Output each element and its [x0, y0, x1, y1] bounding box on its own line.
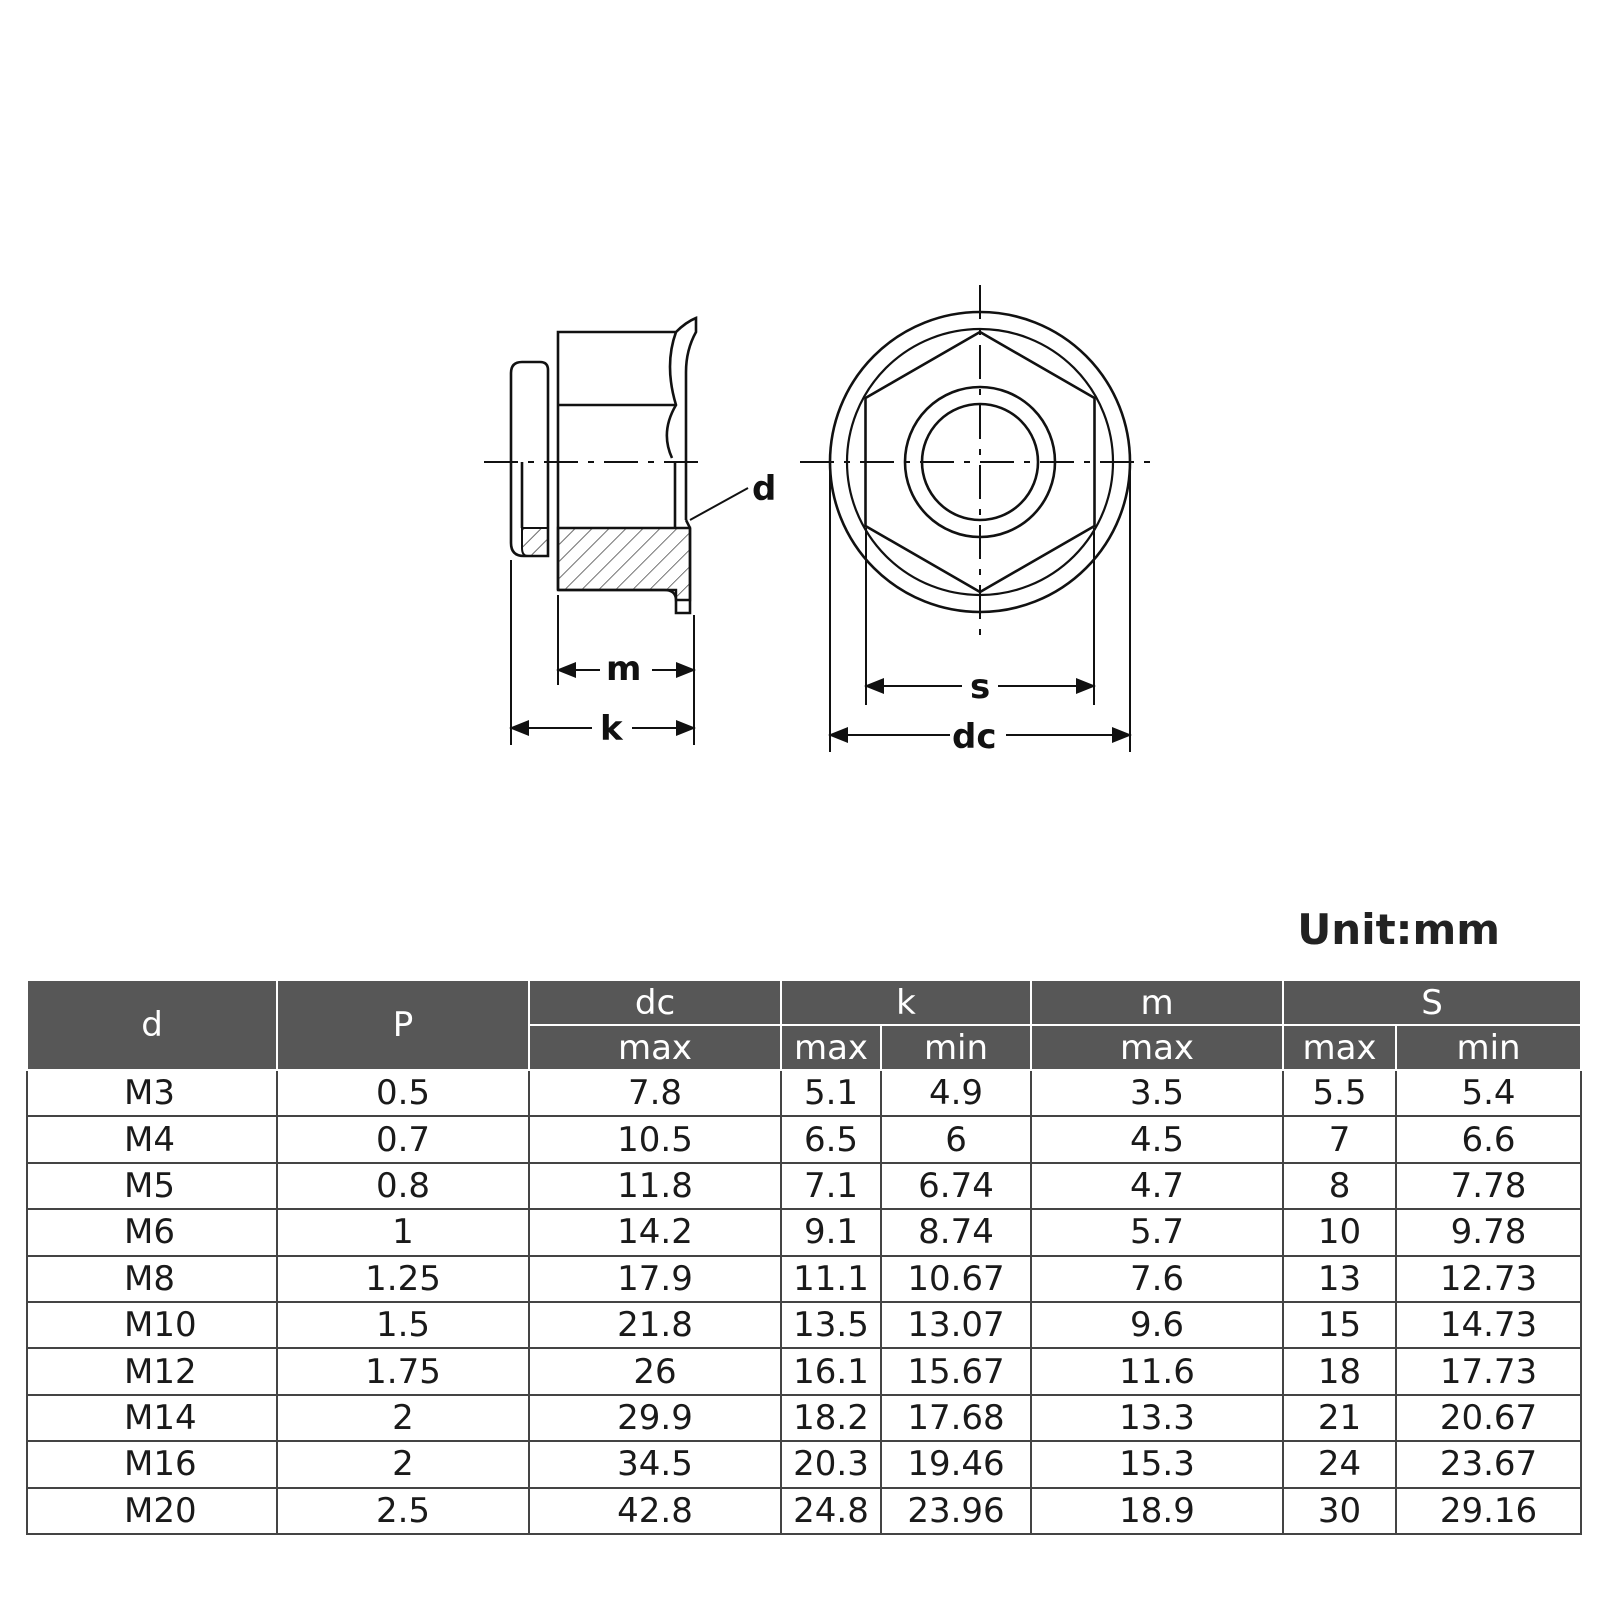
cell-k-max: 9.1: [781, 1209, 881, 1255]
cell-s-max: 5.5: [1283, 1070, 1396, 1116]
cell-s-max: 7: [1283, 1116, 1396, 1162]
header-s: S: [1283, 980, 1581, 1025]
header-dc: dc: [529, 980, 781, 1025]
cell-k-min: 13.07: [881, 1302, 1031, 1348]
cell-p: 0.8: [277, 1163, 529, 1209]
cell-k-min: 6.74: [881, 1163, 1031, 1209]
subheader-s-min: min: [1396, 1025, 1581, 1070]
label-dc: dc: [952, 717, 997, 757]
cell-s-max: 8: [1283, 1163, 1396, 1209]
table-body: [27, 1070, 1581, 1534]
subheader-dc-max: max: [529, 1025, 781, 1070]
section-hatch: [558, 528, 690, 600]
header-p: P: [277, 980, 529, 1070]
cell-d: M8: [27, 1256, 277, 1302]
table-row: [27, 1488, 1581, 1534]
cell-m-max: 15.3: [1031, 1441, 1283, 1487]
cell-s-min: 14.73: [1396, 1302, 1581, 1348]
table-row: [27, 1348, 1581, 1394]
table-header-row: [27, 980, 1581, 1025]
cell-dc-max: 34.5: [529, 1441, 781, 1487]
cell-s-min: 6.6: [1396, 1116, 1581, 1162]
subheader-s-max: max: [1283, 1025, 1396, 1070]
cell-dc-max: 10.5: [529, 1116, 781, 1162]
cell-s-max: 30: [1283, 1488, 1396, 1534]
cell-s-max: 10: [1283, 1209, 1396, 1255]
cell-k-max: 16.1: [781, 1348, 881, 1394]
insert-hatch: [522, 528, 548, 556]
cell-m-max: 13.3: [1031, 1395, 1283, 1441]
cell-m-max: 5.7: [1031, 1209, 1283, 1255]
header-k: k: [781, 980, 1031, 1025]
label-s: s: [970, 667, 991, 707]
cell-s-min: 12.73: [1396, 1256, 1581, 1302]
cell-k-min: 8.74: [881, 1209, 1031, 1255]
table-row: [27, 1163, 1581, 1209]
cell-s-min: 5.4: [1396, 1070, 1581, 1116]
cell-p: 1.75: [277, 1348, 529, 1394]
cell-p: 2: [277, 1395, 529, 1441]
cell-d: M10: [27, 1302, 277, 1348]
cell-k-max: 7.1: [781, 1163, 881, 1209]
cell-k-min: 15.67: [881, 1348, 1031, 1394]
cell-dc-max: 17.9: [529, 1256, 781, 1302]
cell-k-min: 10.67: [881, 1256, 1031, 1302]
cell-p: 1: [277, 1209, 529, 1255]
cell-m-max: 4.7: [1031, 1163, 1283, 1209]
label-d: d: [752, 469, 777, 509]
table-row: [27, 1395, 1581, 1441]
label-m: m: [606, 649, 642, 689]
cell-p: 1.5: [277, 1302, 529, 1348]
unit-label: Unit:mm: [1297, 905, 1500, 954]
subheader-k-min: min: [881, 1025, 1031, 1070]
cell-d: M4: [27, 1116, 277, 1162]
cell-m-max: 4.5: [1031, 1116, 1283, 1162]
cell-p: 2: [277, 1441, 529, 1487]
cell-s-min: 23.67: [1396, 1441, 1581, 1487]
cell-m-max: 7.6: [1031, 1256, 1283, 1302]
cell-dc-max: 21.8: [529, 1302, 781, 1348]
table-row: [27, 1209, 1581, 1255]
cell-k-min: 6: [881, 1116, 1031, 1162]
cell-s-min: 7.78: [1396, 1163, 1581, 1209]
cell-k-min: 19.46: [881, 1441, 1031, 1487]
cell-dc-max: 11.8: [529, 1163, 781, 1209]
cell-d: M20: [27, 1488, 277, 1534]
cell-dc-max: 26: [529, 1348, 781, 1394]
cell-k-max: 5.1: [781, 1070, 881, 1116]
subheader-m-max: max: [1031, 1025, 1283, 1070]
cell-p: 1.25: [277, 1256, 529, 1302]
cell-k-max: 13.5: [781, 1302, 881, 1348]
cell-d: M5: [27, 1163, 277, 1209]
cell-p: 2.5: [277, 1488, 529, 1534]
cell-s-max: 21: [1283, 1395, 1396, 1441]
table-row: [27, 1302, 1581, 1348]
cell-s-min: 29.16: [1396, 1488, 1581, 1534]
cell-s-max: 13: [1283, 1256, 1396, 1302]
cell-m-max: 9.6: [1031, 1302, 1283, 1348]
cell-k-max: 6.5: [781, 1116, 881, 1162]
cell-k-max: 11.1: [781, 1256, 881, 1302]
cell-m-max: 18.9: [1031, 1488, 1283, 1534]
cell-s-min: 20.67: [1396, 1395, 1581, 1441]
cell-m-max: 3.5: [1031, 1070, 1283, 1116]
cell-dc-max: 42.8: [529, 1488, 781, 1534]
cell-k-max: 20.3: [781, 1441, 881, 1487]
header-m: m: [1031, 980, 1283, 1025]
cell-s-min: 17.73: [1396, 1348, 1581, 1394]
cell-dc-max: 29.9: [529, 1395, 781, 1441]
cell-d: M16: [27, 1441, 277, 1487]
subheader-k-max: max: [781, 1025, 881, 1070]
cell-p: 0.7: [277, 1116, 529, 1162]
cell-k-max: 18.2: [781, 1395, 881, 1441]
header-d: d: [27, 980, 277, 1070]
cell-d: M12: [27, 1348, 277, 1394]
spec-table: [26, 979, 1582, 1535]
cell-p: 0.5: [277, 1070, 529, 1116]
cell-s-max: 15: [1283, 1302, 1396, 1348]
label-k: k: [600, 709, 623, 749]
cell-k-min: 17.68: [881, 1395, 1031, 1441]
table-row: [27, 1256, 1581, 1302]
cell-dc-max: 14.2: [529, 1209, 781, 1255]
cell-s-max: 24: [1283, 1441, 1396, 1487]
cell-k-max: 24.8: [781, 1488, 881, 1534]
cell-k-min: 23.96: [881, 1488, 1031, 1534]
cell-d: M14: [27, 1395, 277, 1441]
cell-dc-max: 7.8: [529, 1070, 781, 1116]
table-row: [27, 1116, 1581, 1162]
cell-s-min: 9.78: [1396, 1209, 1581, 1255]
cell-s-max: 18: [1283, 1348, 1396, 1394]
table-row: [27, 1441, 1581, 1487]
cell-d: M6: [27, 1209, 277, 1255]
cell-m-max: 11.6: [1031, 1348, 1283, 1394]
cell-d: M3: [27, 1070, 277, 1116]
table-row: [27, 1070, 1581, 1116]
cell-k-min: 4.9: [881, 1070, 1031, 1116]
